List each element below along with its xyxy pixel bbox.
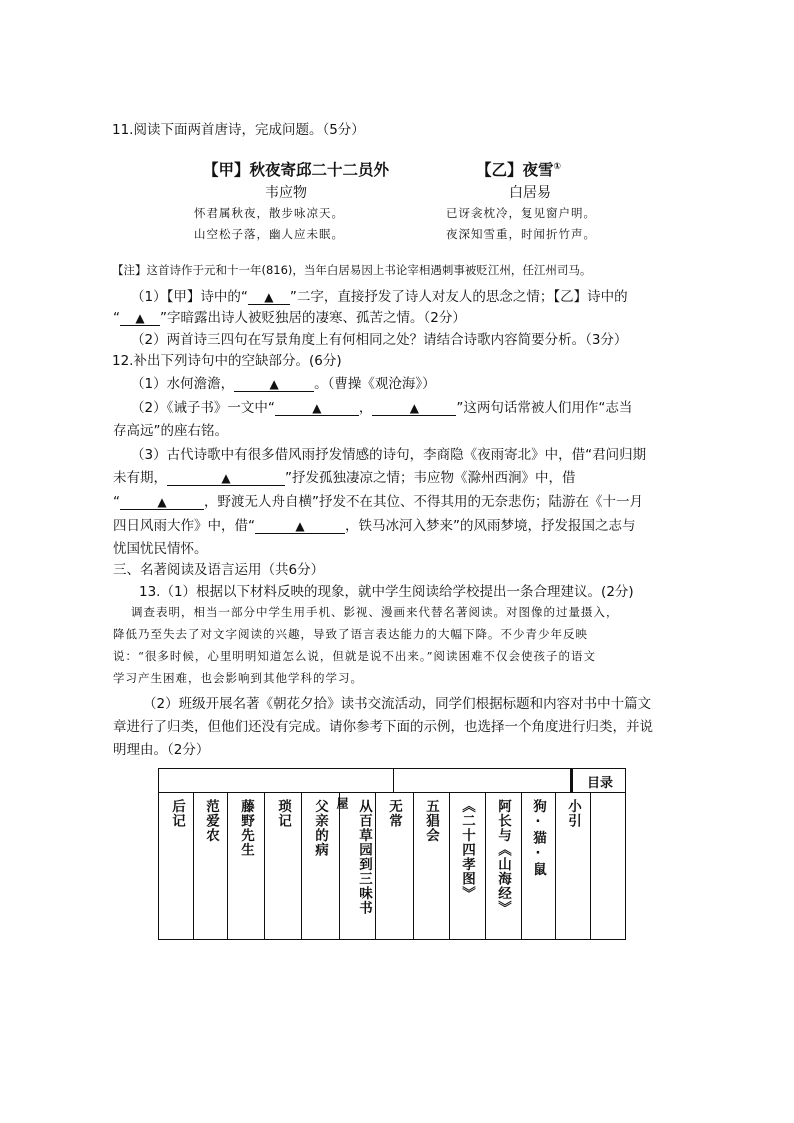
toc-chapter: 阿长与《山海经》 [495,799,511,915]
material-line3: 说：“很多时候，心里明明知道怎么说，但就是说不出来。”阅读困难不仅会使孩子的语文 [113,649,597,663]
q11-sub1-line1: （1）【甲】诗中的“ ▲ ”二字，直接抒发了诗人对友人的思念之情；【乙】诗中的 [131,289,628,305]
toc-header-row [159,769,625,793]
q12-stem: 12.补出下列诗句中的空缺部分。(6分) [112,353,342,369]
toc-header: 目录 [587,776,614,791]
q13-part1: 13.（1）根据以下材料反映的现象，就中学生阅读给学校提出一条合理建议。(2分) [139,584,634,600]
header-divider-thick [570,769,573,793]
q12-s3-line2: 未有期， ▲ ”抒发孤独凄凉之情；韦应物《滁州西涧》中，借 [113,470,576,486]
q13-part2-line1: （2）班级开展名著《朝花夕拾》读书交流活动，同学们根据标题和内容对书中十篇文 [143,696,652,712]
q12-s3-line1: （3）古代诗歌中有很多借风雨抒发情感的诗句，李商隐《夜雨寄北》中，借“君问归期 [131,447,647,463]
toc-page-fragment: 屋 [335,797,349,810]
toc-chapter: 后记 [169,799,185,828]
answer-blank[interactable]: ▲ [372,401,456,416]
column-divider [227,793,228,939]
q12-s2-line2: 存高远”的座右铭。 [113,423,228,439]
column-divider [449,793,450,939]
q12-s2-line1: （2）《诫子书》一文中“ ▲ ， ▲ ”这两句话常被人们用作“志当 [131,400,633,416]
q11-sub2: （2）两首诗三四句在写景角度上有何相同之处？请结合诗歌内容简要分析。（3分） [131,332,628,348]
column-divider [193,793,194,939]
answer-blank[interactable]: ▲ [120,311,160,326]
answer-blank[interactable]: ▲ [255,519,345,534]
toc-chapter: 小引 [565,799,581,828]
answer-blank[interactable]: ▲ [248,290,290,305]
toc-chapter: 五猖会 [423,799,439,843]
poem-note: 【注】这首诗作于元和十一年(816)，当年白居易因上书论宰相遇刺事被贬江州，任江州司马。 [112,263,592,277]
column-divider [590,793,591,939]
poem-b-author: 白居易 [509,185,551,201]
poem-b-title: 【乙】夜雪① [476,161,562,179]
q13-part2-line3: 明理由。（2分） [113,742,210,758]
column-divider [301,793,302,939]
poem-a-line1: 怀君属秋夜，散步咏凉天。 [194,206,344,220]
poem-a-line2: 山空松子落，幽人应未眠。 [194,227,344,241]
q12-s3-line5: 忧国忧民情怀。 [113,541,208,557]
q13-part2-line2: 章进行了归类，但他们还没有完成。请你参考下面的示例，也选择一个角度进行归类，并说 [113,719,653,735]
toc-chapter: 父亲的病 [312,799,328,857]
answer-blank[interactable]: ▲ [120,495,204,510]
q12-s3-line3: “ ▲ ，野渡无人舟自横”抒发不在其位、不得其用的无奈悲伤；陆游在《十一月 [113,494,643,510]
poem-b-line1: 已讶衾枕冷，复见窗户明。 [446,206,596,220]
q11-stem: 11.阅读下面两首唐诗，完成问题。（5分） [112,122,365,138]
toc-chapter: 藤野先生 [238,799,254,857]
toc-chapter: 从百草园到三味书 [356,799,372,915]
column-divider [413,793,414,939]
poem-b-line2: 夜深知雪重，时闻折竹声。 [446,227,596,241]
column-divider [339,793,340,939]
toc-chapter: 无常 [386,799,402,828]
section-3-title: 三、名著阅读及语言运用（共6分） [113,562,325,578]
q12-s3-line4: 四日风雨大作》中，借“ ▲ ，铁马冰河入梦来”的风雨梦境，抒发报国之志与 [113,518,636,534]
column-divider [555,793,556,939]
poem-a-title: 【甲】秋夜寄邱二十二员外 [203,161,390,179]
footnote-mark: ① [553,161,562,172]
column-divider [485,793,486,939]
q11-sub1-line2: “ ▲ ”字暗露出诗人被贬独居的凄寒、孤苦之情。（2分） [113,310,466,326]
answer-blank[interactable]: ▲ [167,471,285,486]
poem-a-author: 韦应物 [265,185,307,201]
column-divider [375,793,376,939]
material-line2: 降低乃至失去了对文字阅读的兴趣，导致了语言表达能力的大幅下降。不少青少年反映 [113,627,588,641]
material-line4: 学习产生困难，也会影响到其他学科的学习。 [113,671,363,685]
column-divider [521,793,522,939]
column-divider [264,793,265,939]
toc-chapter: 《二十四孝图》 [459,799,475,901]
toc-chapter: 狗·猫·鼠 [530,799,546,877]
toc-chapter: 范爱农 [203,799,219,843]
toc-table [158,768,626,940]
q12-s1: （1）水何澹澹， ▲ 。（曹操《观沧海》） [131,376,436,392]
material-line1: 调查表明，相当一部分中学生用手机、影视、漫画来代替名著阅读。对图像的过量摄入， [131,605,619,619]
answer-blank[interactable]: ▲ [234,377,314,392]
header-divider [393,769,394,793]
answer-blank[interactable]: ▲ [275,401,359,416]
toc-chapter: 琐记 [275,799,291,828]
